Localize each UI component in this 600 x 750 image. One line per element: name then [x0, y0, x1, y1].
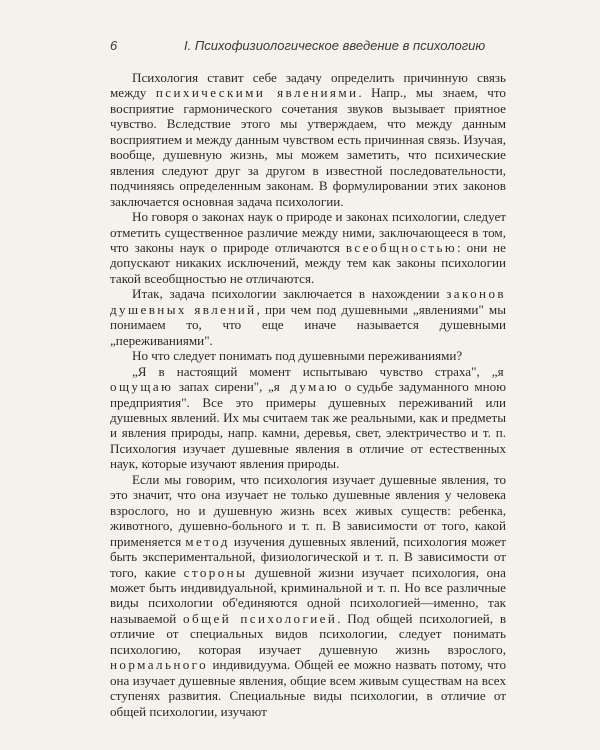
text-run: индивидуума. Общей ее можно назвать потому, что она изучает душевные явления, общие всем живым существам на всех ступенях развития. Специальные виды психологии, в отличие от общей психологии, изучают: [110, 657, 506, 719]
paragraph: [110, 286, 506, 348]
spaced-emphasis: законов душевных явлений: [110, 286, 506, 317]
text-run: Но что следует понимать под душевными переживаниями?: [132, 348, 463, 364]
body-text: [110, 70, 506, 719]
spaced-emphasis: всеобщностью: [345, 239, 458, 255]
spaced-emphasis: я ощущаю: [110, 363, 506, 395]
running-head: I. Психофизиологическое введение в психологию: [184, 38, 486, 53]
paragraph: [110, 209, 506, 286]
spaced-emphasis: психическими явлениями: [155, 85, 359, 101]
paragraph: [110, 348, 506, 363]
text-run: „Я в настоящий момент испытываю чувство страха", „: [132, 363, 498, 379]
text-run: Но говоря о законах наук о природе и законах психологии, следует отметить существенное различие между ними, заключающееся в том, что законы наук о природе отличаются: [110, 209, 506, 255]
spaced-emphasis: общей психологией: [183, 610, 338, 626]
text-run: , при чем под душевными „явлениями" мы понимаем то, что еще иначе называется душевными „переживаниями".: [110, 301, 506, 348]
spaced-emphasis: стороны: [183, 564, 248, 580]
paragraph: [110, 472, 506, 719]
page-number: 6: [110, 38, 118, 53]
page-header: [110, 38, 506, 58]
paragraph: [110, 70, 506, 209]
spaced-emphasis: метод: [185, 533, 230, 549]
text-run: Итак, задача психологии заключается в нахождении: [132, 286, 447, 302]
text-run: о судьбе задуманного мною предприятия". Все это примеры душевных переживаний или душевных явлений. Их мы считаем так же реальными, как и предметы и явления природы, напр. камни, деревья, свет, электричество и т. п. Психология изучает душевные явления в отличие от естественных наук, которые изучают явления природы.: [110, 379, 506, 472]
text-run: : они не допускают никаких исключений, между тем как законы психологии такой всеобщностью не отличаются.: [110, 239, 506, 286]
paragraph: [110, 364, 506, 472]
spaced-emphasis: я думаю: [273, 379, 340, 395]
text-run: запах сирени", „: [173, 379, 274, 395]
text-run: изучения душевных явлений, психология может быть экспериментальной, физиологической и т. п. В зависимости от того, какие: [110, 533, 506, 580]
text-run: душевной жизни изучает психология, она может быть индивидуальной, криминальной и т. п. Но все различные виды психологии об'единяются одной психологией—именно, так называемой: [110, 564, 506, 626]
text-run: . Напр., мы знаем, что восприятие гармонического сочетания звуков вызывает приятное чувство. Вследствие этого мы утверждаем, что между данным восприятием и между данным чувством есть причинная связь. Изучая, вообще, душевную жизнь, мы можем заметить, что психические явления следуют друг за другом в известной последовательности, подчиняясь определенным законам. В формулировании этих законов заключается основная задача психологии.: [110, 85, 506, 209]
text-run: Психология ставит себе задачу определить причинную связь между: [110, 70, 506, 101]
text-run: Если мы говорим, что психология изучает душевные явления, то это значит, что она изучает не только душевные явления у человека взрослого, но и душевную жизнь всех живых существ: ребенка, животного, душевно-больного и т. п. В зависимости от того, какой применяется: [110, 471, 506, 549]
text-run: . Под общей психологией, в отличие от специальных видов психологии, следует понимать психологию, которая изучает душевную жизнь взрослого,: [110, 610, 507, 657]
spaced-emphasis: нормального: [110, 657, 209, 673]
